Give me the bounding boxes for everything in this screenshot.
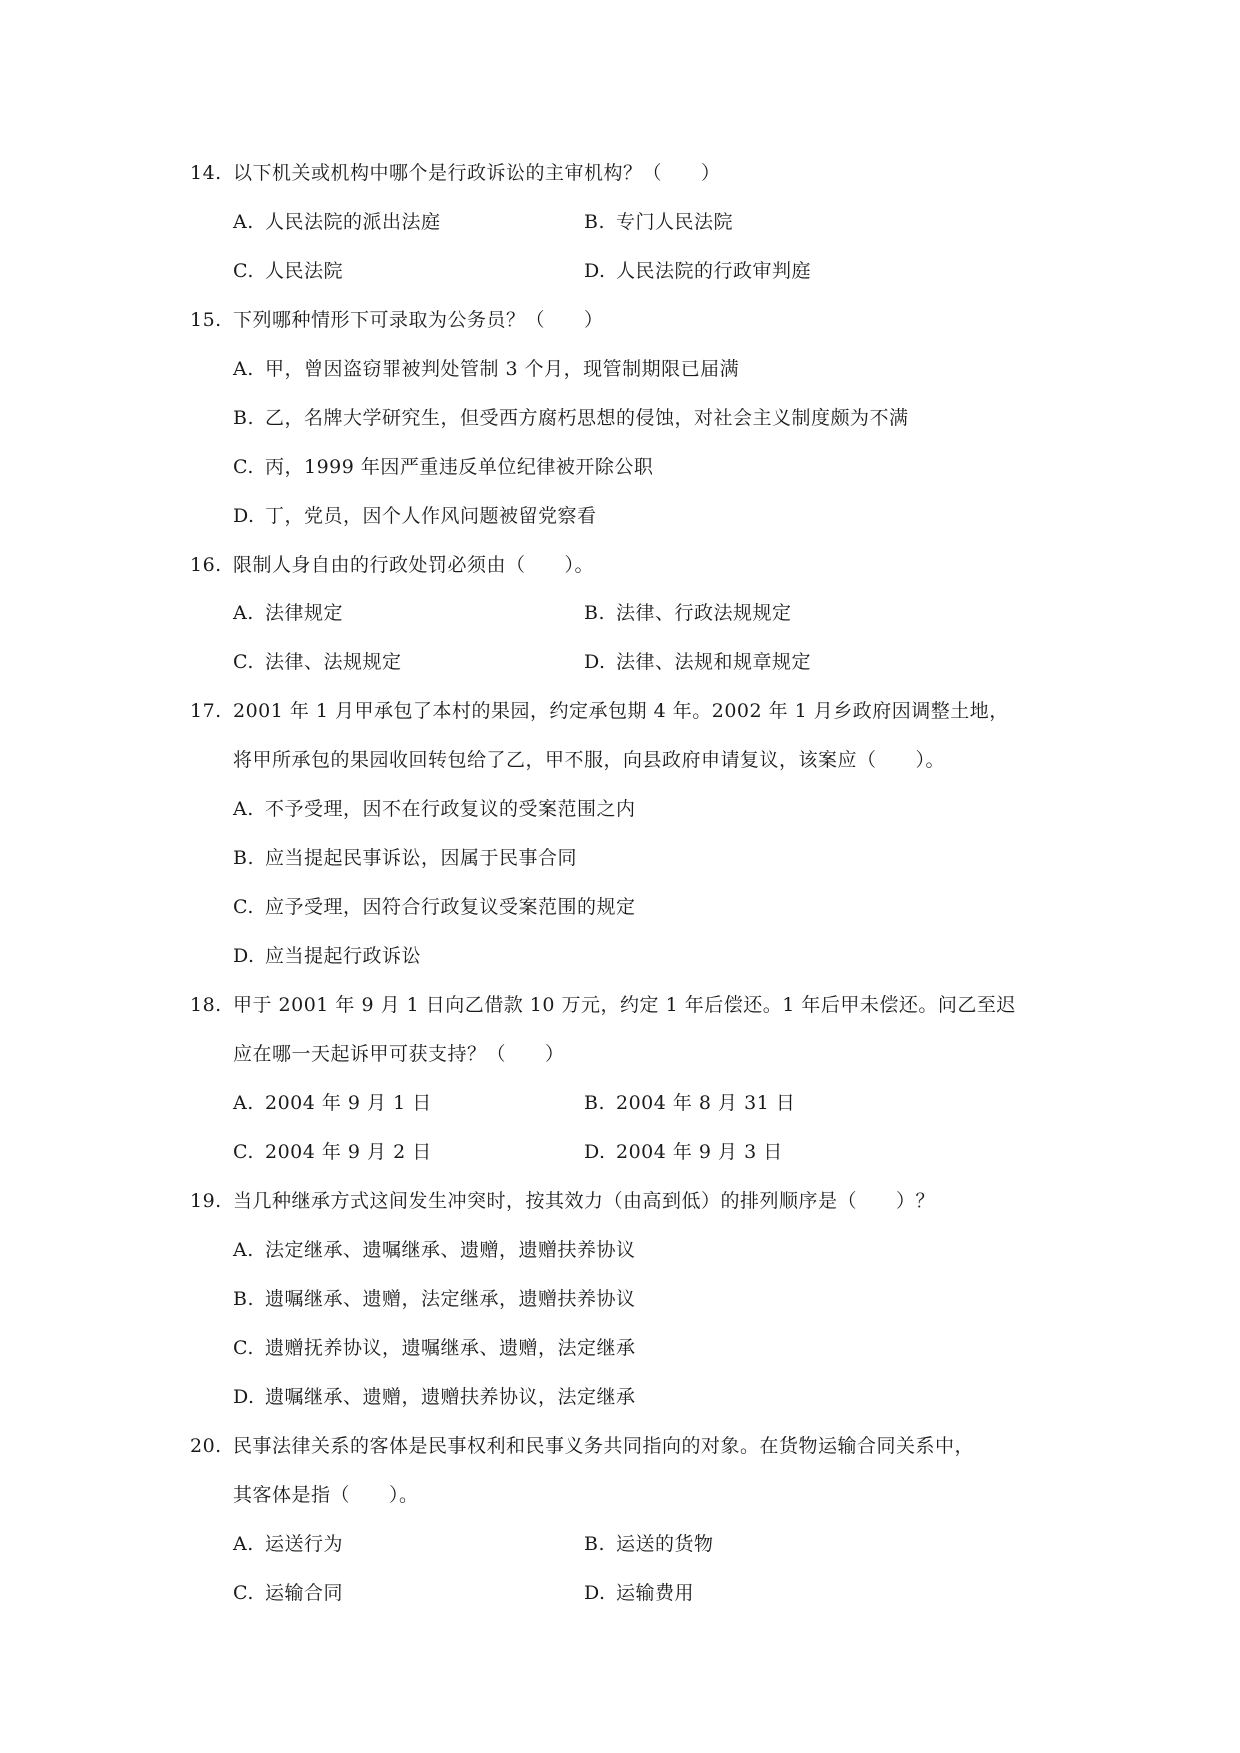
question-text: 甲于 2001 年 9 月 1 日向乙借款 10 万元，约定 1 年后偿还。1 年后甲未偿还。问乙至迟	[233, 994, 1016, 1016]
option-c	[233, 1140, 432, 1164]
option-text: 运送的货物	[616, 1533, 714, 1555]
option-label: C.	[233, 456, 254, 478]
option-text: 法律规定	[265, 602, 344, 624]
option-text: 人民法院的派出法庭	[265, 211, 441, 233]
option-label: C.	[233, 1582, 254, 1604]
option-a	[233, 1091, 432, 1115]
option-text: 2004 年 9 月 2 日	[265, 1141, 432, 1163]
option-text: 应当提起行政诉讼	[265, 945, 422, 967]
option-text: 遗赠抚养协议，遗嘱继承、遗赠，法定继承	[265, 1337, 636, 1359]
option-text: 法律、行政法规规定	[616, 602, 792, 624]
question-text: 民事法律关系的客体是民事权利和民事义务共同指向的对象。在货物运输合同关系中，	[233, 1435, 975, 1457]
option-b	[233, 1287, 636, 1311]
option-label: C.	[233, 1337, 254, 1359]
option-c	[233, 1581, 343, 1605]
question-text: 2001 年 1 月甲承包了本村的果园，约定承包期 4 年。2002 年 1 月乡政府因调整土地，	[233, 700, 1009, 722]
option-text: 甲，曾因盗窃罪被判处管制 3 个月，现管制期限已届满	[265, 358, 740, 380]
question-number: 20.	[190, 1435, 222, 1457]
option-text: 2004 年 9 月 3 日	[616, 1141, 783, 1163]
option-label: D.	[584, 1582, 606, 1604]
option-text: 人民法院	[265, 260, 344, 282]
option-a	[233, 1238, 636, 1262]
option-text: 2004 年 8 月 31 日	[616, 1092, 796, 1114]
option-label: A.	[233, 1533, 254, 1555]
option-c	[233, 1336, 636, 1360]
option-text: 法定继承、遗嘱继承、遗赠，遗赠扶养协议	[265, 1239, 636, 1261]
option-b	[584, 210, 733, 234]
question-number: 16.	[190, 554, 222, 576]
question-number: 18.	[190, 994, 222, 1016]
option-label: A.	[233, 211, 254, 233]
option-d	[233, 944, 421, 968]
option-b	[233, 406, 909, 430]
option-label: A.	[233, 1092, 254, 1114]
option-label: D.	[233, 1386, 255, 1408]
option-a	[233, 357, 739, 381]
option-label: C.	[233, 651, 254, 673]
option-c	[233, 455, 653, 479]
option-c	[233, 650, 402, 674]
question-text: 限制人身自由的行政处罚必须由（ ）。	[233, 554, 595, 576]
option-label: C.	[233, 896, 254, 918]
option-label: D.	[584, 260, 606, 282]
option-c	[233, 895, 636, 919]
option-label: A.	[233, 1239, 254, 1261]
option-label: A.	[233, 798, 254, 820]
option-b	[584, 1532, 714, 1556]
option-label: B.	[584, 1533, 606, 1555]
option-text: 专门人民法院	[616, 211, 734, 233]
question-number: 17.	[190, 700, 222, 722]
question-text: 其客体是指（ ）。	[233, 1484, 419, 1506]
option-label: B.	[233, 407, 255, 429]
option-text: 丁，党员，因个人作风问题被留党察看	[265, 505, 597, 527]
question-text: 应在哪一天起诉甲可获支持？（ ）	[233, 1043, 565, 1065]
option-text: 遗嘱继承、遗赠，遗赠扶养协议，法定继承	[265, 1386, 636, 1408]
option-text: 法律、法规规定	[265, 651, 402, 673]
option-label: B.	[584, 1092, 606, 1114]
option-text: 应当提起民事诉讼，因属于民事合同	[265, 847, 578, 869]
option-d	[233, 1385, 636, 1409]
option-text: 运送行为	[265, 1533, 344, 1555]
option-label: B.	[584, 602, 606, 624]
option-d	[584, 259, 811, 283]
option-text: 运输费用	[616, 1582, 695, 1604]
option-a	[233, 1532, 343, 1556]
option-text: 不予受理，因不在行政复议的受案范围之内	[265, 798, 636, 820]
option-text: 遗嘱继承、遗赠，法定继承，遗赠扶养协议	[265, 1288, 636, 1310]
option-a	[233, 797, 636, 821]
question-number: 19.	[190, 1190, 222, 1212]
question-text: 将甲所承包的果园收回转包给了乙，甲不服，向县政府申请复议，该案应（ ）。	[233, 749, 946, 771]
option-text: 人民法院的行政审判庭	[616, 260, 812, 282]
option-a	[233, 601, 343, 625]
option-text: 应予受理，因符合行政复议受案范围的规定	[265, 896, 636, 918]
option-text: 丙，1999 年因严重违反单位纪律被开除公职	[265, 456, 654, 478]
option-label: D.	[584, 651, 606, 673]
option-label: D.	[233, 945, 255, 967]
option-label: D.	[584, 1141, 606, 1163]
option-label: C.	[233, 260, 254, 282]
option-d	[584, 650, 811, 674]
option-label: A.	[233, 602, 254, 624]
option-text: 乙，名牌大学研究生，但受西方腐朽思想的侵蚀，对社会主义制度颇为不满	[265, 407, 909, 429]
question-text: 下列哪种情形下可录取为公务员？（ ）	[233, 309, 604, 331]
option-text: 法律、法规和规章规定	[616, 651, 812, 673]
question-number: 14.	[190, 162, 222, 184]
option-b	[584, 601, 792, 625]
option-d	[233, 504, 597, 528]
option-label: B.	[233, 1288, 255, 1310]
option-label: D.	[233, 505, 255, 527]
option-text: 2004 年 9 月 1 日	[265, 1092, 432, 1114]
option-label: C.	[233, 1141, 254, 1163]
question-text: 以下机关或机构中哪个是行政诉讼的主审机构？（ ）	[233, 162, 721, 184]
option-b	[233, 846, 577, 870]
option-label: B.	[584, 211, 606, 233]
option-label: A.	[233, 358, 254, 380]
option-label: B.	[233, 847, 255, 869]
option-a	[233, 210, 441, 234]
option-b	[584, 1091, 795, 1115]
option-d	[584, 1581, 694, 1605]
question-number: 15.	[190, 309, 222, 331]
option-d	[584, 1140, 783, 1164]
option-text: 运输合同	[265, 1582, 344, 1604]
question-text: 当几种继承方式这间发生冲突时，按其效力（由高到低）的排列顺序是（ ）？	[233, 1190, 936, 1212]
option-c	[233, 259, 343, 283]
